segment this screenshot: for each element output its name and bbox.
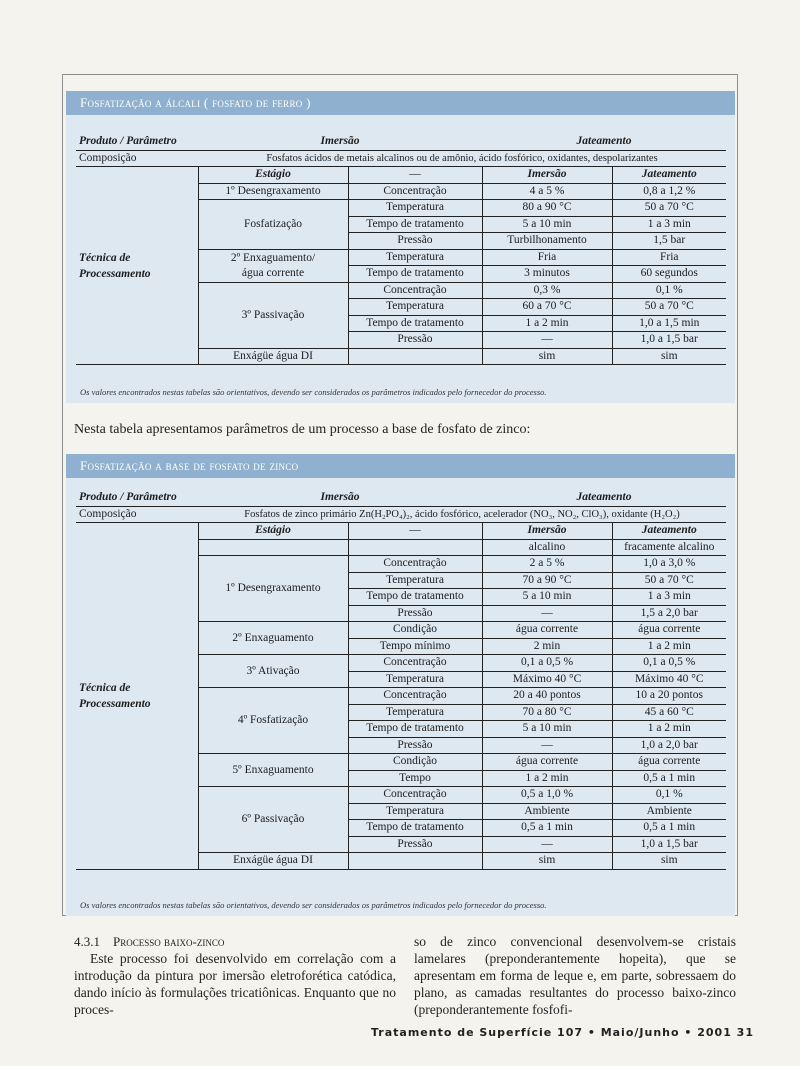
col-imersao: Imersão (320, 135, 360, 148)
param-cell: Tempo mínimo (348, 638, 482, 655)
param-cell: Temperatura (348, 803, 482, 820)
col-jateamento: Jateamento (576, 491, 632, 504)
stage-enxaguamento-2: 2º Enxaguamento (198, 622, 348, 655)
head-dash: — (348, 523, 482, 540)
jateamento-cell: 1,0 a 2,0 bar (612, 737, 726, 754)
jateamento-cell: 1 a 3 min (612, 216, 726, 233)
jateamento-cell: água corrente (612, 754, 726, 771)
page-footer: Tratamento de Superfície 107 • Maio/Junho • 2001 31 (371, 1026, 754, 1039)
jateamento-cell: 60 segundos (612, 266, 726, 283)
param-cell: Concentração (348, 688, 482, 705)
param-cell: Concentração (348, 787, 482, 804)
sub-jateamento: fracamente alcalino (612, 539, 726, 556)
table1-title: Fosfatização a álcali ( fosfato de ferro ) (66, 91, 735, 115)
section-heading (74, 933, 224, 950)
table2-box (66, 454, 735, 916)
jateamento-cell: 0,1 % (612, 787, 726, 804)
jateamento-cell: 1 a 2 min (612, 638, 726, 655)
stage-passivacao: 3º Passivação (198, 282, 348, 348)
stage-enxaguamento: 2º Enxaguamento/ água corrente (198, 249, 348, 282)
imersao-cell: 60 a 70 °C (482, 299, 612, 316)
imersao-cell: Máximo 40 °C (482, 671, 612, 688)
table1 (76, 134, 726, 365)
imersao-cell: 0,1 a 0,5 % (482, 655, 612, 672)
param-cell: Concentração (348, 556, 482, 573)
param-cell: Temperatura (348, 299, 482, 316)
imersao-cell: 0,5 a 1,0 % (482, 787, 612, 804)
imersao-cell: 1 a 2 min (482, 770, 612, 787)
table1-box (66, 91, 735, 403)
jateamento-cell: sim (612, 853, 726, 870)
stage-desengraxamento: 1º Desengraxamento (198, 183, 348, 200)
table1-note: Os valores encontrados nestas tabelas são orientativos, devendo ser considerados os parâmetros indicados pelo fornecedor do processo. (80, 387, 547, 397)
param-cell: Condição (348, 754, 482, 771)
composicao-label: Composição (79, 151, 137, 164)
jateamento-cell: 45 a 60 °C (612, 704, 726, 721)
jateamento-cell: 0,5 a 1 min (612, 820, 726, 837)
imersao-cell: 0,3 % (482, 282, 612, 299)
param-cell: Pressão (348, 737, 482, 754)
section-col1: Este processo foi desenvolvido em correlação com a introdução da pintura por imersão eletroforética catódica, dando início às formulações tricatiônicas. Enquanto que no proces- (74, 951, 396, 1017)
param-cell (348, 348, 482, 365)
intro-text: Nesta tabela apresentamos parâmetros de um processo a base de fosfato de zinco: (74, 422, 531, 437)
jateamento-cell: 0,8 a 1,2 % (612, 183, 726, 200)
composicao-value: Fosfatos ácidos de metais alcalinos ou de amônio, ácido fosfórico, oxidantes, despolarizantes (266, 152, 658, 164)
imersao-cell: 2 min (482, 638, 612, 655)
jateamento-cell: 1,0 a 1,5 min (612, 315, 726, 332)
imersao-cell: 2 a 5 % (482, 556, 612, 573)
imersao-cell: — (482, 737, 612, 754)
jateamento-cell: 10 a 20 pontos (612, 688, 726, 705)
composicao-value: Fosfatos de zinco primário Zn(H₂PO₄)₂, ácido fosfórico, acelerador (NO₃, NO₂, ClO₃), oxidante (H₂O₂) (244, 508, 680, 520)
stage-enxague-di: Enxágüe água DI (198, 348, 348, 365)
head-estagio: Estágio (198, 523, 348, 540)
param-cell: Tempo de tratamento (348, 589, 482, 606)
sub-imersao: alcalino (482, 539, 612, 556)
section-number: 4.3.1 (74, 934, 100, 949)
param-cell: Temperatura (348, 704, 482, 721)
stage-fosfatizacao: Fosfatização (198, 200, 348, 250)
head-estagio: Estágio (198, 167, 348, 184)
imersao-cell: 3 minutos (482, 266, 612, 283)
table2-note: Os valores encontrados nestas tabelas são orientativos, devendo ser considerados os parâmetros indicados pelo fornecedor do processo. (80, 900, 547, 910)
jateamento-cell: 1,5 a 2,0 bar (612, 605, 726, 622)
table1-header-row (76, 134, 726, 150)
param-cell: Pressão (348, 605, 482, 622)
param-cell: Condição (348, 622, 482, 639)
param-cell: Pressão (348, 836, 482, 853)
head-imersao: Imersão (482, 167, 612, 184)
jateamento-cell: 50 a 70 °C (612, 200, 726, 217)
param-cell: Concentração (348, 282, 482, 299)
imersao-cell: — (482, 605, 612, 622)
imersao-cell: sim (482, 348, 612, 365)
section-col2: so de zinco convencional desenvolvem-se cristais lamelares (preponderantemente hopeita), que se apresentam em forma de leque e, em parte, sobressaem do plano, as camadas resultantes do processo baixo-zinco (preponderantemente fosfofi- (414, 934, 736, 1017)
imersao-cell: 5 a 10 min (482, 589, 612, 606)
jateamento-cell: 0,1 a 0,5 % (612, 655, 726, 672)
table1-composicao-row (76, 150, 726, 167)
imersao-cell: Fria (482, 249, 612, 266)
tecnica-label: Técnica de Processamento (79, 251, 151, 280)
imersao-cell: água corrente (482, 754, 612, 771)
stage-passivacao: 6º Passivação (198, 787, 348, 853)
jateamento-cell: 1,0 a 3,0 % (612, 556, 726, 573)
stage-ativacao: 3º Ativação (198, 655, 348, 688)
imersao-cell: 0,5 a 1 min (482, 820, 612, 837)
imersao-cell: — (482, 332, 612, 349)
col-jateamento: Jateamento (576, 135, 632, 148)
jateamento-cell: 1 a 2 min (612, 721, 726, 738)
param-cell: Temperatura (348, 671, 482, 688)
imersao-cell: sim (482, 853, 612, 870)
stage-desengraxamento: 1º Desengraxamento (198, 556, 348, 622)
imersao-cell: 70 a 90 °C (482, 572, 612, 589)
stage-fosfatizacao: 4º Fosfatização (198, 688, 348, 754)
param-cell: Concentração (348, 655, 482, 672)
tecnica-label: Técnica de Processamento (79, 681, 151, 710)
table2-title: Fosfatização a base de fosfato de zinco (66, 454, 735, 478)
param-cell: Tempo (348, 770, 482, 787)
table2 (76, 490, 726, 870)
jateamento-cell: 1,0 a 1,5 bar (612, 836, 726, 853)
param-cell (348, 853, 482, 870)
param-cell: Tempo de tratamento (348, 820, 482, 837)
head-imersao: Imersão (482, 523, 612, 540)
jateamento-cell: Máximo 40 °C (612, 671, 726, 688)
col-param: Produto / Parâmetro (79, 135, 177, 148)
jateamento-cell: 1 a 3 min (612, 589, 726, 606)
composicao-label: Composição (79, 507, 137, 520)
param-cell: Tempo de tratamento (348, 216, 482, 233)
jateamento-cell: sim (612, 348, 726, 365)
imersao-cell: — (482, 836, 612, 853)
imersao-cell: Turbilhonamento (482, 233, 612, 250)
jateamento-cell: 50 a 70 °C (612, 572, 726, 589)
imersao-cell: 4 a 5 % (482, 183, 612, 200)
imersao-cell: 5 a 10 min (482, 721, 612, 738)
jateamento-cell: 0,5 a 1 min (612, 770, 726, 787)
head-jateamento: Jateamento (612, 167, 726, 184)
imersao-cell: 1 a 2 min (482, 315, 612, 332)
param-cell: Concentração (348, 183, 482, 200)
param-cell: Temperatura (348, 200, 482, 217)
jateamento-cell: Fria (612, 249, 726, 266)
param-cell: Pressão (348, 233, 482, 250)
param-cell: Tempo de tratamento (348, 721, 482, 738)
imersao-cell: 20 a 40 pontos (482, 688, 612, 705)
param-cell: Tempo de tratamento (348, 315, 482, 332)
imersao-cell: 5 a 10 min (482, 216, 612, 233)
section-title: Processo baixo-zinco (113, 934, 225, 949)
jateamento-cell: Ambiente (612, 803, 726, 820)
jateamento-cell: 1,5 bar (612, 233, 726, 250)
imersao-cell: 70 a 80 °C (482, 704, 612, 721)
param-cell: Temperatura (348, 572, 482, 589)
imersao-cell: água corrente (482, 622, 612, 639)
jateamento-cell: 50 a 70 °C (612, 299, 726, 316)
param-cell: Tempo de tratamento (348, 266, 482, 283)
stage-enxague-di: Enxágüe água DI (198, 853, 348, 870)
head-jateamento: Jateamento (612, 523, 726, 540)
imersao-cell: 80 a 90 °C (482, 200, 612, 217)
jateamento-cell: 1,0 a 1,5 bar (612, 332, 726, 349)
jateamento-cell: água corrente (612, 622, 726, 639)
col-imersao: Imersão (320, 491, 360, 504)
jateamento-cell: 0,1 % (612, 282, 726, 299)
imersao-cell: Ambiente (482, 803, 612, 820)
head-dash: — (348, 167, 482, 184)
stage-enxaguamento-5: 5º Enxaguamento (198, 754, 348, 787)
col-param: Produto / Parâmetro (79, 491, 177, 504)
param-cell: Pressão (348, 332, 482, 349)
param-cell: Temperatura (348, 249, 482, 266)
